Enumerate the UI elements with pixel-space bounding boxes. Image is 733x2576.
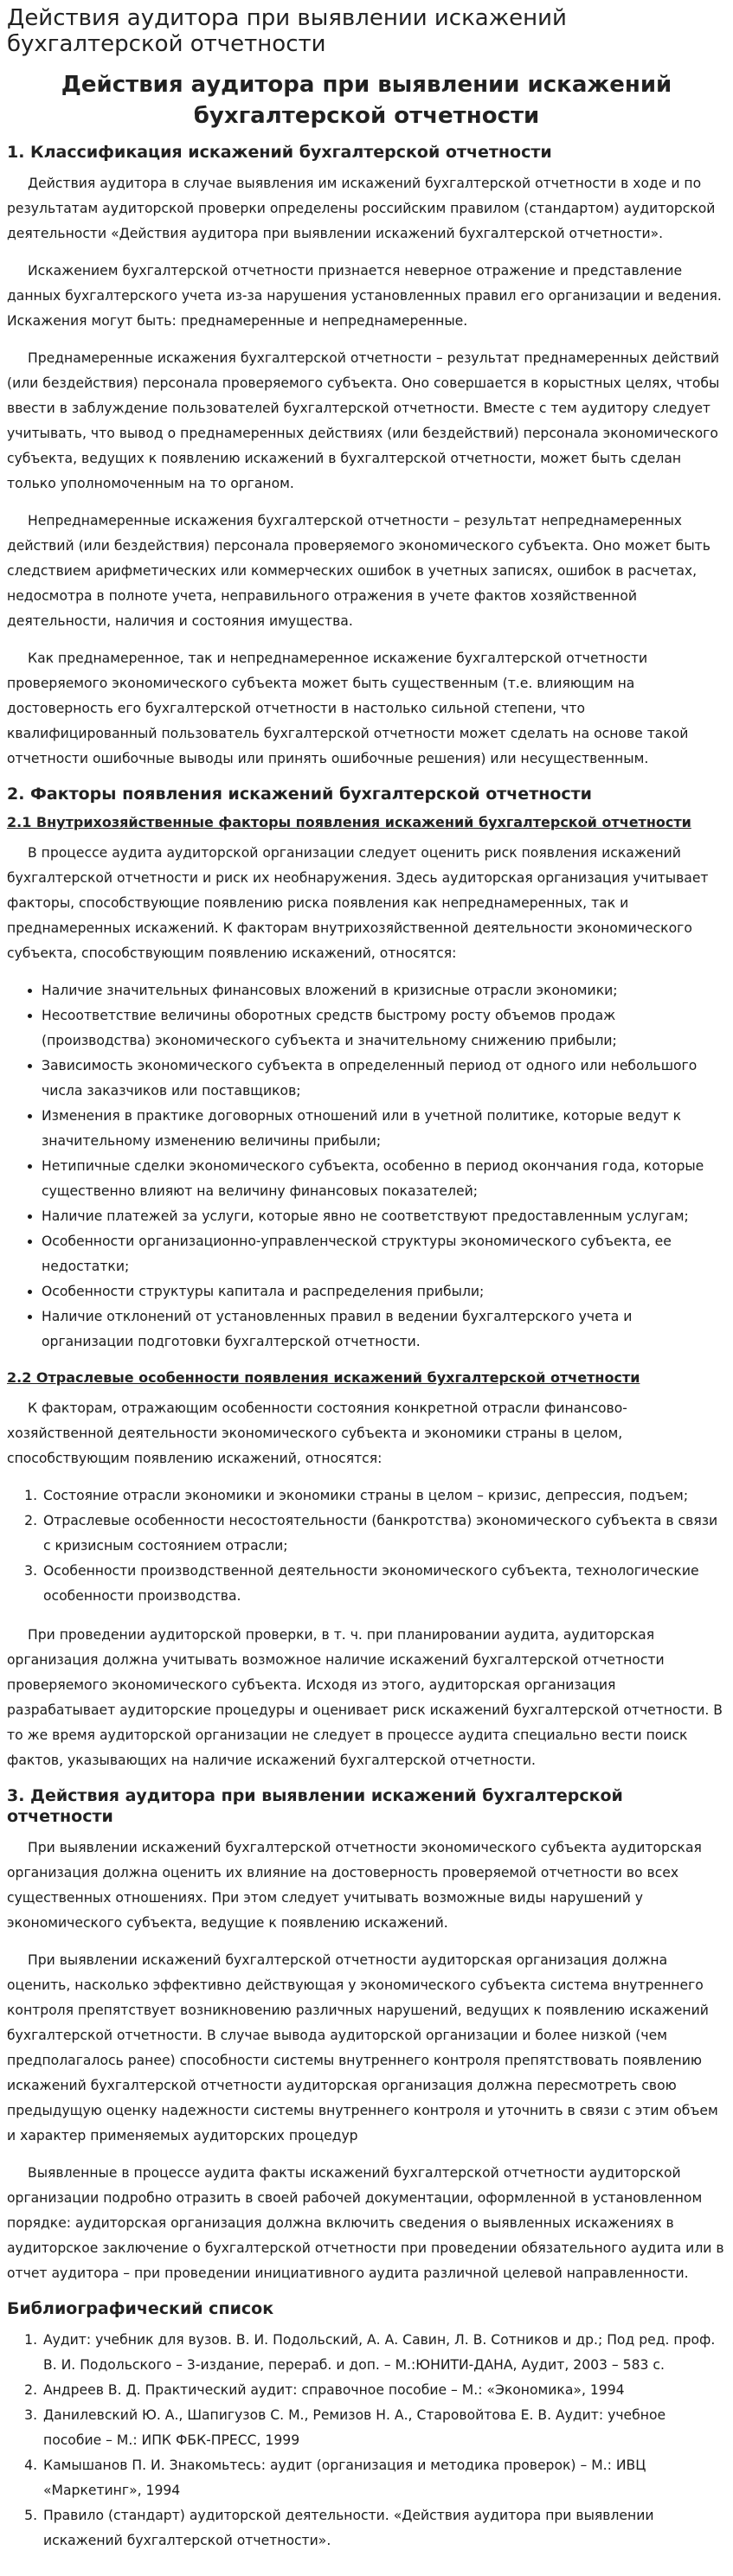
paragraph: Как преднамеренное, так и непреднамеренное искажение бухгалтерской отчетности проверяемого экономического субъекта может быть существенным (т.е. влияющим на достоверность его бухгалтерской отчетности в настолько сильной степени, что квалифицированный пользователь бухгалтерской отчетности может сделать на основе такой отчетности ошибочные выводы или принять ошибочные решения) или несущественным. (7, 650, 689, 766)
list-item: • Нетипичные сделки экономического субъекта, особенно в период окончания года, которые существенно влияют на величину финансовых показателей; (42, 1154, 726, 1204)
paragraph: Выявленные в процессе аудита факты искажений бухгалтерской отчетности аудиторской организации подробно отразить в своей рабочей документации, оформленной в установленном порядке: аудиторская организация должна включить сведения о выявленных искажениях в аудиторское заключение о бухгалтерской отчетности при проведении обязательного аудита или в отчет аудитора – при проведении инициативного аудита различной целевой направленности. (7, 2165, 724, 2281)
list-item: • Зависимость экономического субъекта в определенный период от одного или небольшого числа заказчиков или поставщиков; (42, 1054, 726, 1104)
list-item: 3. Особенности производственной деятельности экономического субъекта, технологические особенности производства. (42, 1559, 726, 1609)
list-item: • Особенности организационно-управленческой структуры экономического субъекта, ее недостатки; (42, 1229, 726, 1279)
paragraph: При выявлении искажений бухгалтерской отчетности экономического субъекта аудиторская организация должна оценить их влияние на достоверность проверяемой отчетности во всех существенных отношениях. При этом следует учитывать возможные виды нарушений у экономического субъекта, ведущие к появлению искажений. (7, 1840, 702, 1931)
paragraph: К факторам, отражающим особенности состояния конкретной отрасли финансово-хозяйственной деятельности экономического субъекта и экономики страны в целом, способствующим появлению искажений, относятся: (7, 1400, 627, 1466)
document-title-line-1: Действия аудитора при выявлении искажений (61, 72, 672, 98)
section-auditor-actions (7, 1785, 726, 2286)
section-factors (7, 784, 726, 1773)
bibliography-list (7, 2328, 726, 2554)
subsection-heading: 2.1 Внутрихозяйственные факторы появления искажений бухгалтерской отчетности (7, 814, 691, 830)
page-title: Действия аудитора при выявлении искажений бухгалтерской отчетности (7, 5, 567, 57)
paragraph: При выявлении искажений бухгалтерской отчетности аудиторская организация должна оценить, насколько эффективно действующая у экономического субъекта система внутреннего контроля препятствует возникновению различных нарушений, ведущих к появлению искажений бухгалтерской отчетности. В случае вывода аудиторской организации и более низкой (чем предполагалось ранее) способности системы внутреннего контроля препятствовать появлению искажений бухгалтерской отчетности аудиторская организация должна пересмотреть свою предыдущую оценку надежности системы внутреннего контроля и уточнить в связи с этим объем и характер применяемых аудиторских процедур (7, 1952, 718, 2143)
bibliography-item: 1. Аудит: учебник для вузов. В. И. Подольский, А. А. Савин, Л. В. Сотников и др.; Под ред. проф. В. И. Подольского – 3-издание, перераб. и доп. – М.:ЮНИТИ-ДАНА, Аудит, 2003 – 583 с. (42, 2328, 726, 2378)
list-item: 2. Отраслевые особенности несостоятельности (банкротства) экономического субъекта в связи с кризисным состоянием отрасли; (42, 1509, 726, 1559)
section-heading: 2. Факторы появления искажений бухгалтерской отчетности (7, 785, 592, 804)
paragraph: Преднамеренные искажения бухгалтерской отчетности – результат преднамеренных действий (или бездействия) персонала проверяемого субъекта. Оно совершается в корыстных целях, чтобы ввести в заблуждение пользователей бухгалтерской отчетности. Вместе с тем аудитору следует учитывать, что вывод о преднамеренных действиях (или бездействий) персонала экономического субъекта, ведущих к появлению искажений в бухгалтерской отчетности, может быть сделан только уполномоченным на то органом. (7, 350, 720, 491)
paragraph: Непреднамеренные искажения бухгалтерской отчетности – результат непреднамеренных действий (или бездействия) персонала проверяемого экономического субъекта. Оно может быть следствием арифметических или коммерческих ошибок в учетных записях, ошибок в расчетах, недосмотра в полноте учета, неправильного отражения в учете фактов хозяйственной деятельности, наличия и состояния имущества. (7, 513, 710, 629)
section-heading: 1. Классификация искажений бухгалтерской отчетности (7, 143, 552, 162)
list-item: • Несоответствие величины оборотных средств быстрому росту объемов продаж (производства) экономического субъекта и значительному снижению прибыли; (42, 1003, 726, 1054)
bibliography-item: 5. Правило (стандарт) аудиторской деятельности. «Действия аудитора при выявлении искажений бухгалтерской отчетности». (42, 2503, 726, 2554)
paragraph: При проведении аудиторской проверки, в т. ч. при планировании аудита, аудиторская организация должна учитывать возможное наличие искажений бухгалтерской отчетности проверяемого экономического субъекта. Исходя из этого, аудиторская организация разрабатывает аудиторские процедуры и оценивает риск искажений бухгалтерской отчетности. В то же время аудиторской организации не следует в процессе аудита специально вести поиск фактов, указывающих на наличие искажений бухгалтерской отчетности. (7, 1627, 723, 1768)
list-item: • Особенности структуры капитала и распределения прибыли; (42, 1279, 726, 1304)
section-bibliography (7, 2298, 726, 2554)
bibliography-item: 4. Камышанов П. И. Знакомьтесь: аудит (организация и методика проверок) – М.: ИВЦ «Маркетинг», 1994 (42, 2453, 726, 2503)
list-item: • Изменения в практике договорных отношений или в учетной политике, которые ведут к значительному изменению величины прибыли; (42, 1104, 726, 1154)
list-item: • Наличие отклонений от установленных правил в ведении бухгалтерского учета и организации подготовки бухгалтерской отчетности. (42, 1304, 726, 1355)
list-item: 1. Состояние отрасли экономики и экономики страны в целом – кризис, депрессия, подъем; (42, 1483, 726, 1509)
bullet-list (7, 978, 726, 1355)
bibliography-item: 3. Данилевский Ю. А., Шапигузов С. М., Ремизов Н. А., Старовойтова Е. В. Аудит: учебное пособие – М.: ИПК ФБК-ПРЕСС, 1999 (42, 2403, 726, 2453)
bibliography-heading: Библиографический список (7, 2299, 274, 2318)
section-heading: 3. Действия аудитора при выявлении искажений бухгалтерской отчетности (7, 1786, 623, 1826)
list-item: • Наличие значительных финансовых вложений в кризисные отрасли экономики; (42, 978, 726, 1003)
list-item: • Наличие платежей за услуги, которые явно не соответствуют предоставленным услугам; (42, 1204, 726, 1229)
document-title-line-2: бухгалтерской отчетности (193, 103, 540, 129)
document-title (7, 69, 726, 131)
paragraph: Действия аудитора в случае выявления им искажений бухгалтерской отчетности в ходе и по результатам аудиторской проверки определены российским правилом (стандартом) аудиторской деятельности «Действия аудитора при выявлении искажений бухгалтерской отчетности». (7, 176, 716, 241)
subsection-heading: 2.2 Отраслевые особенности появления искажений бухгалтерской отчетности (7, 1369, 640, 1386)
paragraph: В процессе аудита аудиторской организации следует оценить риск появления искажений бухгалтерской отчетности и риск их необнаружения. Здесь аудиторская организация учитывает факторы, способствующие появлению риска появления как непреднамеренных, так и преднамеренных искажений. К факторам внутрихозяйственной деятельности экономического субъекта, способствующим появлению искажений, относятся: (7, 845, 709, 961)
section-classification (7, 142, 726, 772)
paragraph: Искажением бухгалтерской отчетности признается неверное отражение и представление данных бухгалтерского учета из-за нарушения установленных правил его организации и ведения. Искажения могут быть: преднамеренные и непреднамеренные. (7, 263, 722, 329)
numbered-list (7, 1483, 726, 1609)
bibliography-item: 2. Андреев В. Д. Практический аудит: справочное пособие – М.: «Экономика», 1994 (42, 2378, 726, 2403)
